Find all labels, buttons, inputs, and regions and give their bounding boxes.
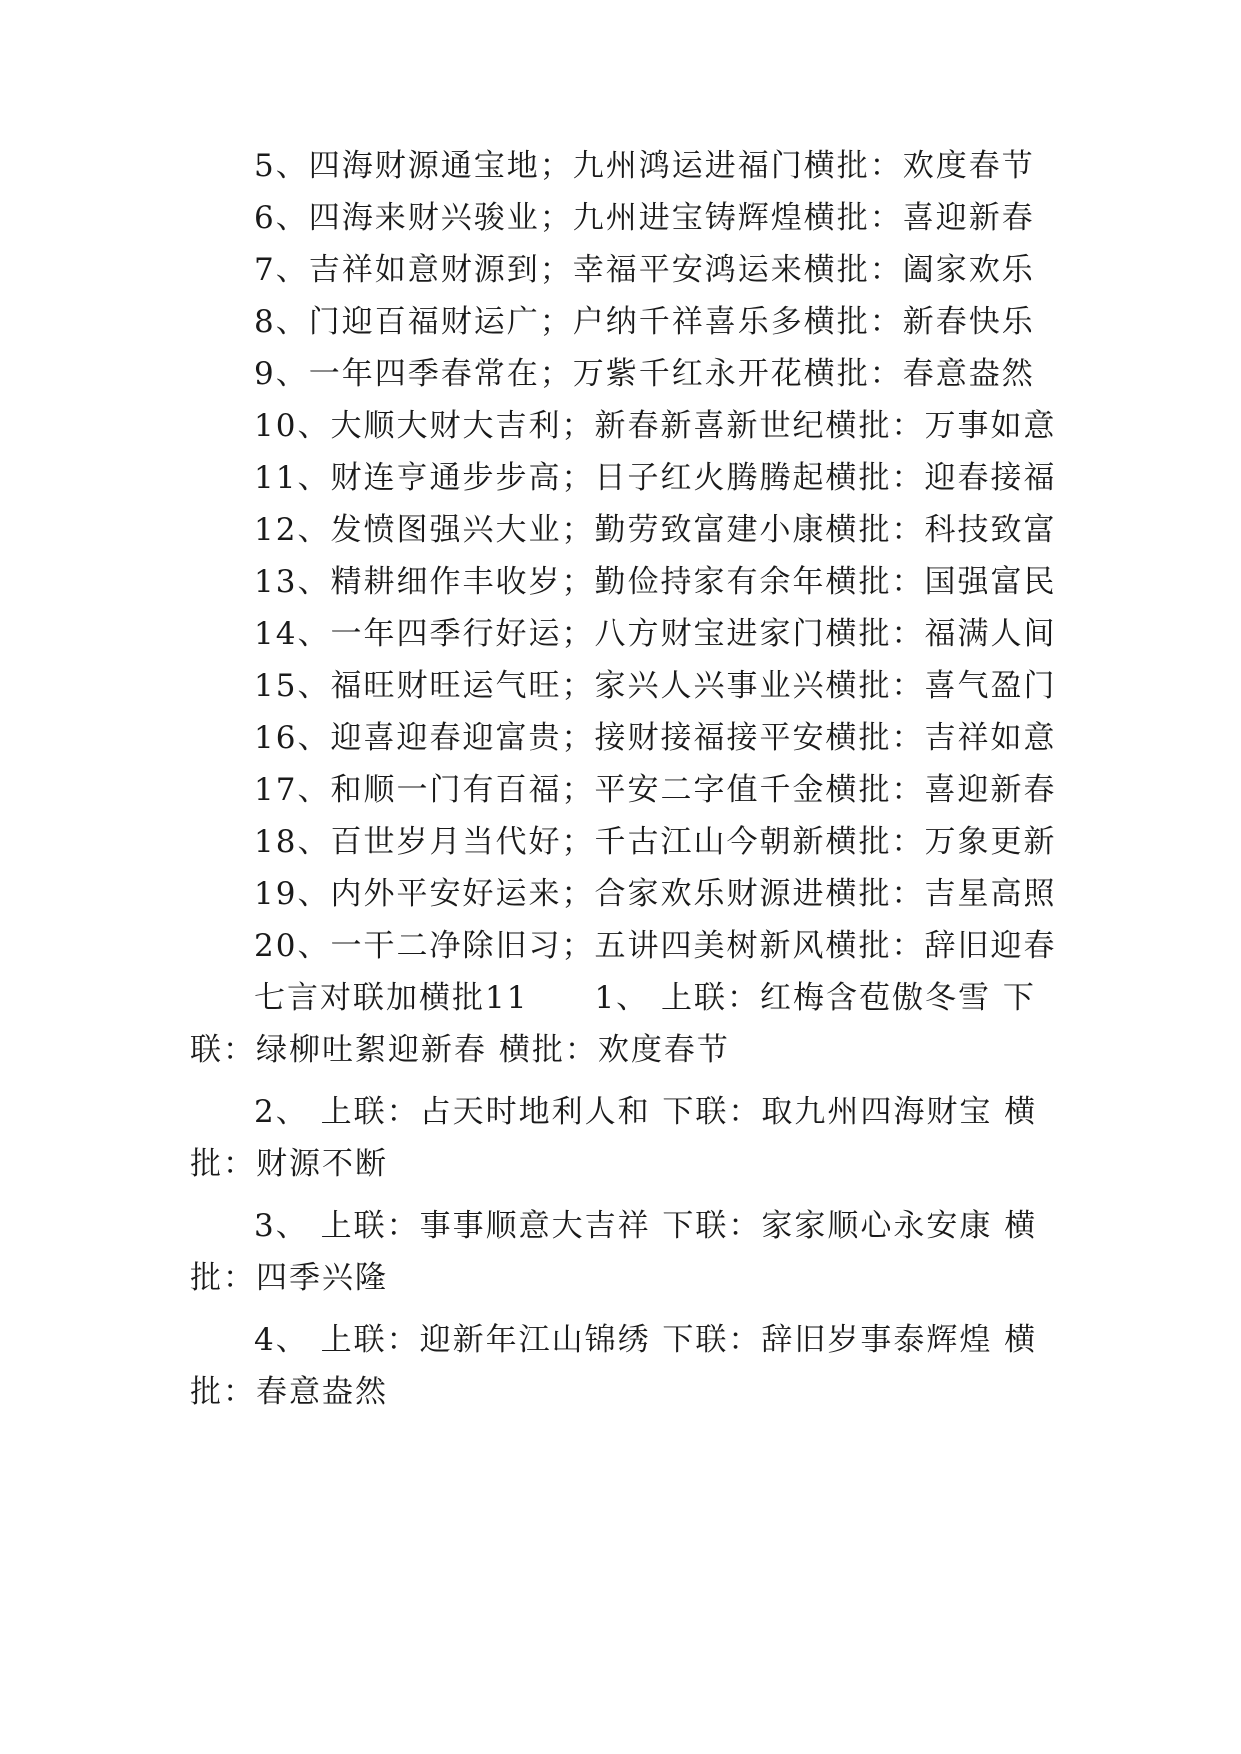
couplet-line-15: 15、福旺财旺运气旺；家兴人兴事业兴横批：喜气盈门 — [254, 668, 1057, 704]
continuation-line: 批：春意盎然 — [190, 1374, 388, 1410]
couplet-item-2: 2、 上联：占天时地利人和 下联：取九州四海财宝 横 — [254, 1094, 1038, 1130]
couplet-line-9: 9、一年四季春常在；万紫千红永开花横批：春意盎然 — [254, 356, 1035, 392]
couplet-line-8: 8、门迎百福财运广；户纳千祥喜乐多横批：新春快乐 — [254, 304, 1035, 340]
couplet-line-12: 12、发愤图强兴大业；勤劳致富建小康横批：科技致富 — [254, 512, 1057, 548]
couplet-line-16: 16、迎喜迎春迎富贵；接财接福接平安横批：吉祥如意 — [254, 720, 1057, 756]
couplet-line-17: 17、和顺一门有百福；平安二字值千金横批：喜迎新春 — [254, 772, 1057, 808]
couplet-line-19: 19、内外平安好运来；合家欢乐财源进横批：吉星高照 — [254, 876, 1057, 912]
couplet-line-6: 6、四海来财兴骏业；九州进宝铸辉煌横批：喜迎新春 — [254, 200, 1035, 236]
couplet-line-11: 11、财连亨通步步高；日子红火腾腾起横批：迎春接福 — [254, 460, 1057, 496]
couplet-item-3: 3、 上联：事事顺意大吉祥 下联：家家顺心永安康 横 — [254, 1208, 1038, 1244]
couplet-line-13: 13、精耕细作丰收岁；勤俭持家有余年横批：国强富民 — [254, 564, 1057, 600]
couplet-line-5: 5、四海财源通宝地；九州鸿运进福门横批：欢度春节 — [254, 148, 1035, 184]
continuation-line: 联：绿柳吐絮迎新春 横批：欢度春节 — [190, 1032, 730, 1068]
couplet-line-20: 20、一干二净除旧习；五讲四美树新风横批：辞旧迎春 — [254, 928, 1057, 964]
section-heading-line: 七言对联加横批11 1、 上联：红梅含苞傲冬雪 下 — [254, 980, 1036, 1016]
couplet-item-4: 4、 上联：迎新年江山锦绣 下联：辞旧岁事泰辉煌 横 — [254, 1322, 1038, 1358]
couplet-line-18: 18、百世岁月当代好；千古江山今朝新横批：万象更新 — [254, 824, 1057, 860]
couplet-line-10: 10、大顺大财大吉利；新春新喜新世纪横批：万事如意 — [254, 408, 1057, 444]
continuation-line: 批：财源不断 — [190, 1146, 388, 1182]
couplet-line-14: 14、一年四季行好运；八方财宝进家门横批：福满人间 — [254, 616, 1057, 652]
couplet-line-7: 7、吉祥如意财源到；幸福平安鸿运来横批：阖家欢乐 — [254, 252, 1035, 288]
continuation-line: 批：四季兴隆 — [190, 1260, 388, 1296]
